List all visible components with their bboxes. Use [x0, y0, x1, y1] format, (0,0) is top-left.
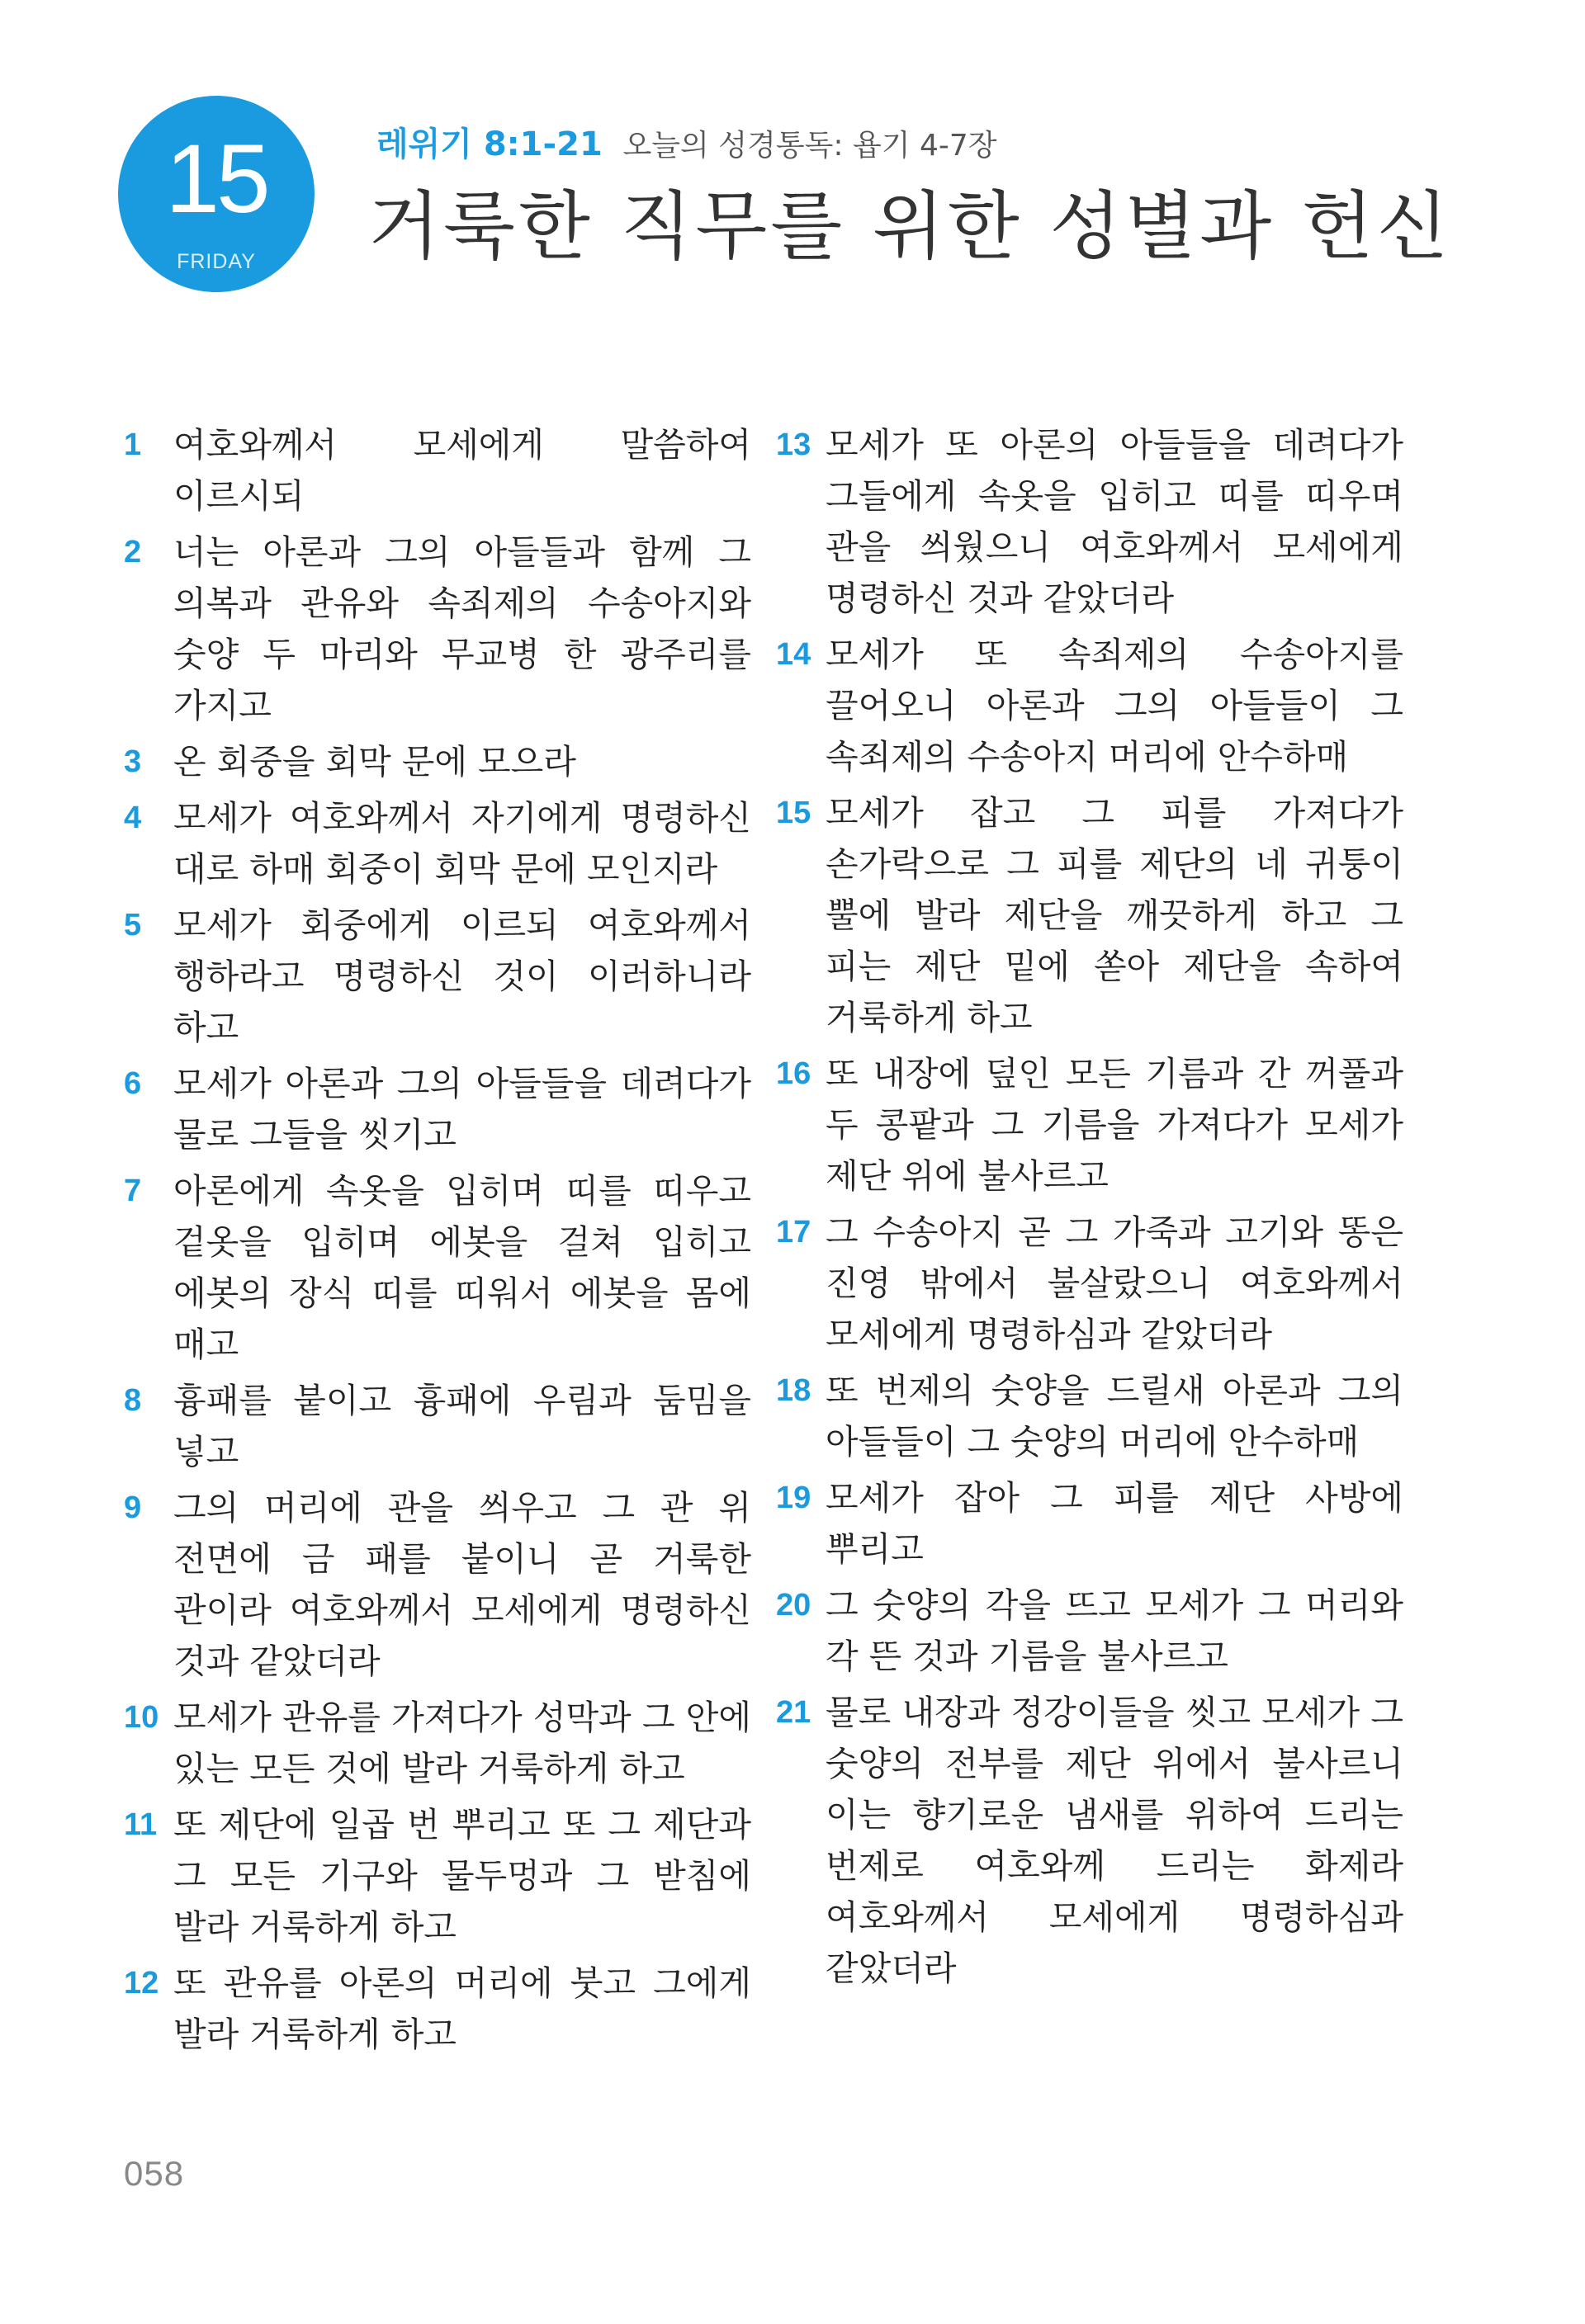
verse-number: 3: [124, 744, 142, 779]
verse-text: 여호와께서 모세에게 말씀하여 이르시되: [173, 425, 751, 516]
verse: [776, 1687, 1403, 1994]
verses-right-column: [776, 419, 1403, 1999]
page-title: 거룩한 직무를 위한 성별과 헌신: [368, 183, 1452, 270]
header-subtitle: [376, 124, 997, 167]
verse-text: 모세가 잡고 그 피를 가져다가 손가락으로 그 피를 제단의 네 귀퉁이 뿔에 발라 제단을 깨끗하게 하고 그 피는 제단 밑에 쏟아 제단을 속하여 거룩하게 하고: [826, 793, 1403, 1037]
verse-number: 16: [776, 1056, 811, 1091]
verse-number: 4: [124, 801, 142, 835]
daily-reading: 오늘의 성경통독: 욥기 4-7장: [622, 129, 997, 163]
page-number: 058: [124, 2154, 185, 2193]
verse: [776, 1365, 1403, 1467]
verse-text: 흉패를 붙이고 흉패에 우림과 둠밈을 넣고: [173, 1381, 751, 1471]
verse: [776, 1472, 1403, 1575]
verse-number: 2: [124, 535, 142, 569]
verse-number: 11: [124, 1807, 158, 1842]
verse: [776, 629, 1403, 782]
scripture-reference: 레위기 8:1-21: [376, 125, 603, 163]
verse-number: 13: [776, 427, 811, 462]
verse-number: 14: [776, 637, 811, 672]
verse: [776, 1207, 1403, 1360]
verse: [124, 527, 751, 731]
verse-text: 물로 내장과 정강이들을 씻고 모세가 그 숫양의 전부를 제단 위에서 불사르니 이는 향기로운 냄새를 위하여 드리는 번제로 여호와께 드리는 화제라 여호와께서 모세에게 명령하심과 같았더라: [826, 1693, 1403, 1988]
verse: [124, 900, 751, 1053]
verse-number: 10: [124, 1700, 159, 1735]
verse: [124, 419, 751, 522]
verse-number: 9: [124, 1490, 142, 1525]
verse-text: 또 제단에 일곱 번 뿌리고 또 그 제단과 그 모든 기구와 물두멍과 그 받침에 발라 거룩하게 하고: [173, 1805, 751, 1947]
verse: [124, 736, 751, 787]
verse: [776, 787, 1403, 1043]
verse-number: 5: [124, 908, 142, 942]
day-name: FRIDAY: [177, 250, 256, 273]
day-badge: [118, 96, 315, 292]
verse-number: 15: [776, 796, 811, 830]
verse-text: 또 내장에 덮인 모든 기름과 간 꺼풀과 두 콩팥과 그 기름을 가져다가 모세가 제단 위에 불사르고: [826, 1054, 1403, 1196]
verse-text: 모세가 또 속죄제의 수송아지를 끌어오니 아론과 그의 아들들이 그 속죄제의 수송아지 머리에 안수하매: [826, 635, 1403, 777]
verse-number: 1: [124, 427, 142, 462]
verse: [124, 1958, 751, 2060]
verse: [124, 1375, 751, 1477]
verse: [124, 792, 751, 895]
verse-text: 또 번제의 숫양을 드릴새 아론과 그의 아들들이 그 숫양의 머리에 안수하매: [826, 1371, 1403, 1462]
verse-text: 모세가 또 아론의 아들들을 데려다가 그들에게 속옷을 입히고 띠를 띠우며 관을 씌웠으니 여호와께서 모세에게 명령하신 것과 같았더라: [826, 425, 1403, 618]
verse-text: 온 회중을 회막 문에 모으라: [173, 742, 576, 782]
verse-number: 8: [124, 1383, 142, 1418]
verse-number: 12: [124, 1966, 159, 2000]
verse-text: 모세가 여호와께서 자기에게 명령하신 대로 하매 회중이 회막 문에 모인지라: [173, 798, 751, 889]
verse: [124, 1165, 751, 1370]
verse-text: 그 숫양의 각을 뜨고 모세가 그 머리와 각 뜬 것과 기름을 불사르고: [826, 1585, 1403, 1676]
verse: [776, 419, 1403, 624]
verse-text: 너는 아론과 그의 아들들과 함께 그 의복과 관유와 속죄제의 수송아지와 숫양 두 마리와 무교병 한 광주리를 가지고: [173, 532, 751, 725]
verse-text: 그 수송아지 곧 그 가죽과 고기와 똥은 진영 밖에서 불살랐으니 여호와께서 모세에게 명령하심과 같았더라: [826, 1212, 1403, 1354]
verse: [776, 1048, 1403, 1202]
verse-number: 19: [776, 1481, 811, 1515]
day-number: 15: [165, 125, 267, 234]
verses-left-column: [124, 419, 751, 2065]
verse-number: 17: [776, 1215, 811, 1249]
verse-text: 그의 머리에 관을 씌우고 그 관 위 전면에 금 패를 붙이니 곧 거룩한 관이라 여호와께서 모세에게 명령하신 것과 같았더라: [173, 1488, 751, 1681]
verse: [124, 1799, 751, 1953]
verse-number: 18: [776, 1373, 811, 1408]
verse: [124, 1692, 751, 1794]
verse-number: 20: [776, 1588, 811, 1623]
verse-number: 6: [124, 1066, 142, 1101]
verse: [776, 1580, 1403, 1682]
verse-number: 21: [776, 1695, 811, 1730]
verse-text: 모세가 관유를 가져다가 성막과 그 안에 있는 모든 것에 발라 거룩하게 하고: [173, 1698, 751, 1788]
verse-text: 모세가 잡아 그 피를 제단 사방에 뿌리고: [826, 1478, 1403, 1569]
verse-text: 또 관유를 아론의 머리에 붓고 그에게 발라 거룩하게 하고: [173, 1963, 751, 2054]
verse-text: 모세가 아론과 그의 아들들을 데려다가 물로 그들을 씻기고: [173, 1064, 751, 1155]
verse-text: 모세가 회중에게 이르되 여호와께서 행하라고 명령하신 것이 이러하니라 하고: [173, 905, 751, 1047]
verse-text: 아론에게 속옷을 입히며 띠를 띠우고 겉옷을 입히며 에봇을 걸쳐 입히고 에봇의 장식 띠를 띠워서 에봇을 몸에 매고: [173, 1171, 751, 1364]
verse-number: 7: [124, 1174, 142, 1208]
verse: [124, 1482, 751, 1687]
verse: [124, 1058, 751, 1160]
